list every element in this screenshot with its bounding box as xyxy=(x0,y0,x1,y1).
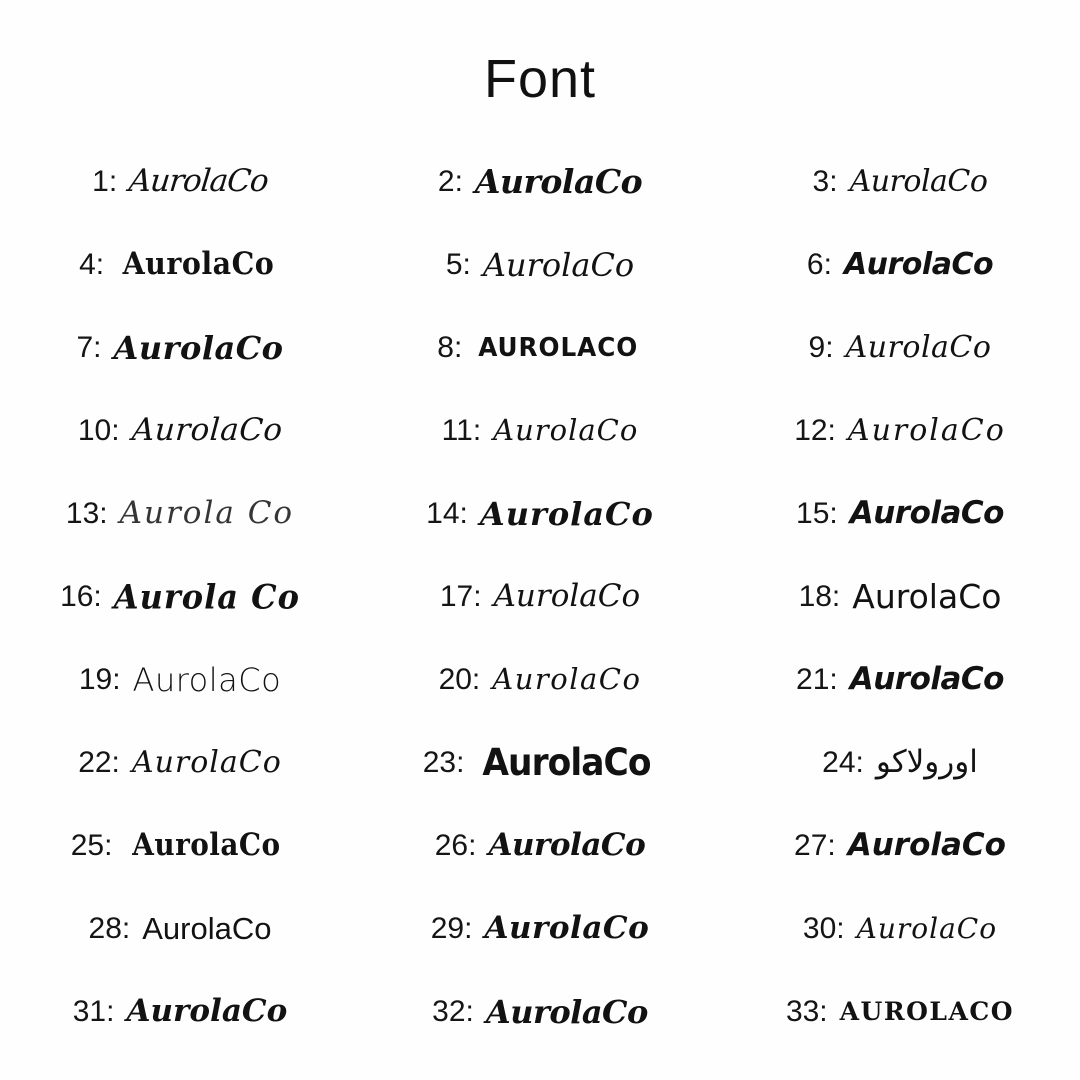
font-option-19[interactable] xyxy=(0,638,360,721)
font-option-sample: AurolaCo xyxy=(122,246,275,282)
font-option-sample: AUROLACO xyxy=(839,997,1015,1026)
font-option-number: 26: xyxy=(434,828,477,862)
font-option-number: 29: xyxy=(430,911,473,945)
font-option-sample: AurolaCo xyxy=(113,328,284,367)
font-option-sample: AurolaCo xyxy=(849,661,1004,697)
font-option-sample: AurolaCo xyxy=(130,412,284,448)
font-option-sample: AurolaCo xyxy=(482,741,651,784)
font-option-number: 22: xyxy=(78,745,120,779)
font-option-11[interactable] xyxy=(360,389,720,472)
font-option-number: 10: xyxy=(77,413,120,447)
font-option-number: 33: xyxy=(785,994,828,1028)
font-option-1[interactable] xyxy=(0,140,360,223)
font-option-sample: AurolaCo xyxy=(847,827,1006,863)
font-option-28[interactable] xyxy=(0,887,360,970)
font-option-number: 14: xyxy=(426,496,468,530)
font-option-number: 20: xyxy=(438,662,481,696)
font-option-25[interactable] xyxy=(0,804,360,887)
font-option-13[interactable] xyxy=(0,472,360,555)
font-option-17[interactable] xyxy=(360,555,720,638)
font-option-20[interactable] xyxy=(360,638,720,721)
font-option-number: 1: xyxy=(92,164,118,198)
font-option-sample: AurolaCo xyxy=(493,413,639,447)
font-option-4[interactable] xyxy=(0,223,360,306)
font-option-sample: AurolaCo xyxy=(856,911,998,945)
font-option-number: 8: xyxy=(437,330,463,364)
font-option-number: 30: xyxy=(802,911,845,945)
font-option-number: 28: xyxy=(88,911,131,945)
font-option-9[interactable] xyxy=(720,306,1080,389)
font-option-sample: AurolaCo xyxy=(488,827,646,863)
font-option-sample: AurolaCo xyxy=(484,910,650,946)
font-option-number: 12: xyxy=(794,413,836,447)
font-option-31[interactable] xyxy=(0,970,360,1053)
font-option-29[interactable] xyxy=(360,887,720,970)
font-option-sample: AurolaCo xyxy=(474,162,643,201)
font-option-30[interactable] xyxy=(720,887,1080,970)
font-option-32[interactable] xyxy=(360,970,720,1053)
font-option-sample: AurolaCo xyxy=(843,246,994,282)
font-option-sample: AurolaCo xyxy=(849,163,988,199)
font-option-number: 24: xyxy=(822,745,864,779)
font-option-sample: AurolaCo xyxy=(485,992,648,1031)
font-option-number: 11: xyxy=(441,413,482,447)
font-option-number: 9: xyxy=(808,330,834,364)
font-option-number: 16: xyxy=(60,579,102,613)
font-option-number: 19: xyxy=(78,662,121,696)
font-option-sample: AurolaCo xyxy=(132,827,282,863)
font-option-number: 27: xyxy=(794,828,836,862)
font-options-grid xyxy=(0,140,1080,1053)
page-title: Font xyxy=(483,49,597,109)
font-option-sample: AurolaCo xyxy=(482,245,635,284)
font-option-sample: اورولاكو xyxy=(875,744,978,780)
font-option-sample: AurolaCo xyxy=(479,494,654,533)
font-option-22[interactable] xyxy=(0,721,360,804)
font-option-sample: AurolaCo xyxy=(126,993,288,1029)
font-option-15[interactable] xyxy=(720,472,1080,555)
font-option-16[interactable] xyxy=(0,555,360,638)
font-option-3[interactable] xyxy=(720,140,1080,223)
font-option-sample: AurolaCo xyxy=(131,744,282,780)
font-option-number: 23: xyxy=(422,745,465,779)
font-option-7[interactable] xyxy=(0,306,360,389)
font-option-8[interactable] xyxy=(360,306,720,389)
font-option-sample: AurolaCo xyxy=(493,578,641,614)
font-option-number: 17: xyxy=(439,579,482,613)
font-option-sample: AurolaCo xyxy=(845,329,992,365)
font-option-sample: AurolaCo xyxy=(847,412,1006,448)
font-option-27[interactable] xyxy=(720,804,1080,887)
font-option-12[interactable] xyxy=(720,389,1080,472)
font-option-number: 13: xyxy=(65,496,108,530)
font-option-number: 4: xyxy=(79,247,105,281)
font-option-sample: Aurola Co xyxy=(113,576,300,617)
font-option-number: 31: xyxy=(72,994,115,1028)
font-option-14[interactable] xyxy=(360,472,720,555)
font-option-sample: AUROLACO xyxy=(478,332,639,363)
font-option-number: 5: xyxy=(445,247,471,281)
font-option-2[interactable] xyxy=(360,140,720,223)
font-option-sample: AurolaCo xyxy=(127,163,270,199)
font-option-6[interactable] xyxy=(720,223,1080,306)
font-option-sample: AurolaCo xyxy=(492,662,642,696)
font-option-sample: AurolaCo xyxy=(849,495,1004,531)
font-option-sample: AurolaCo xyxy=(852,577,1002,616)
font-option-number: 3: xyxy=(812,164,838,198)
font-option-sample: AurolaCo xyxy=(132,660,282,699)
font-option-5[interactable] xyxy=(360,223,720,306)
font-option-18[interactable] xyxy=(720,555,1080,638)
font-option-21[interactable] xyxy=(720,638,1080,721)
font-option-sample: Aurola Co xyxy=(119,495,295,531)
font-option-number: 25: xyxy=(70,828,113,862)
font-option-number: 18: xyxy=(798,579,841,613)
font-option-number: 32: xyxy=(432,994,474,1028)
font-option-number: 21: xyxy=(796,662,838,696)
font-option-sample: AurolaCo xyxy=(142,911,272,946)
font-option-23[interactable] xyxy=(360,721,720,804)
font-option-33[interactable] xyxy=(720,970,1080,1053)
font-option-number: 2: xyxy=(437,164,463,198)
font-option-26[interactable] xyxy=(360,804,720,887)
font-option-number: 15: xyxy=(796,496,838,530)
font-option-10[interactable] xyxy=(0,389,360,472)
font-option-24[interactable] xyxy=(720,721,1080,804)
font-option-number: 7: xyxy=(76,330,102,364)
font-option-number: 6: xyxy=(806,247,832,281)
